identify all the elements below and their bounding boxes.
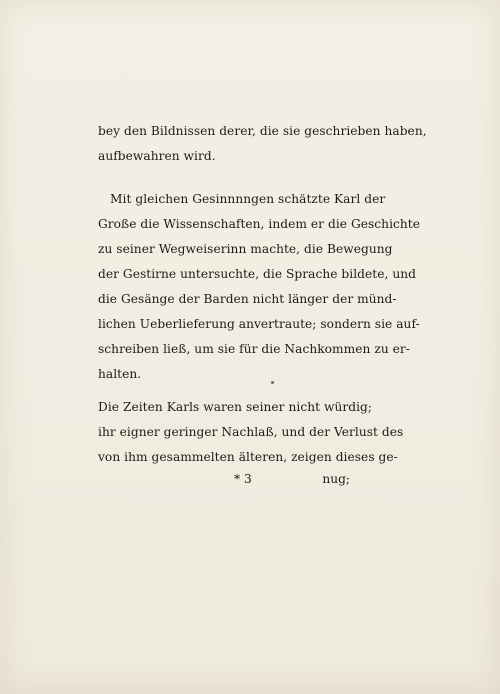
text-line: Große die Wissenschaften, indem er die Geschichte [98,217,421,231]
text-line: Die Zeiten Karls waren seiner nicht würdig; [98,400,373,414]
paragraph-1 [98,119,427,169]
text-line: halten. [98,367,142,381]
text-line: lichen Ueberlieferung anvertraute; sondern sie auf- [98,317,420,331]
text-line: die Gesänge der Barden nicht länger der münd- [98,292,397,306]
ink-speck [271,381,274,384]
paragraph-2 [98,187,421,387]
paragraph-3 [98,395,404,470]
page-footer [234,468,350,490]
catchword: nug; [322,472,350,486]
text-line: zu seiner Wegweiserinn machte, die Bewegung [98,242,393,256]
text-line: schreiben ließ, um sie für die Nachkommen zu er- [98,342,410,356]
text-line: ihr eigner geringer Nachlaß, und der Verlust des [98,425,404,439]
text-line: der Gestirne untersuchte, die Sprache bildete, und [98,267,417,281]
signature-mark: * 3 [234,472,252,486]
text-line: bey den Bildnissen derer, die sie geschrieben haben, [98,124,427,138]
text-line: Mit gleichen Gesinnnngen schätzte Karl der [110,192,386,206]
text-line: aufbewahren wird. [98,149,216,163]
text-line: von ihm gesammelten älteren, zeigen dieses ge- [98,450,398,464]
